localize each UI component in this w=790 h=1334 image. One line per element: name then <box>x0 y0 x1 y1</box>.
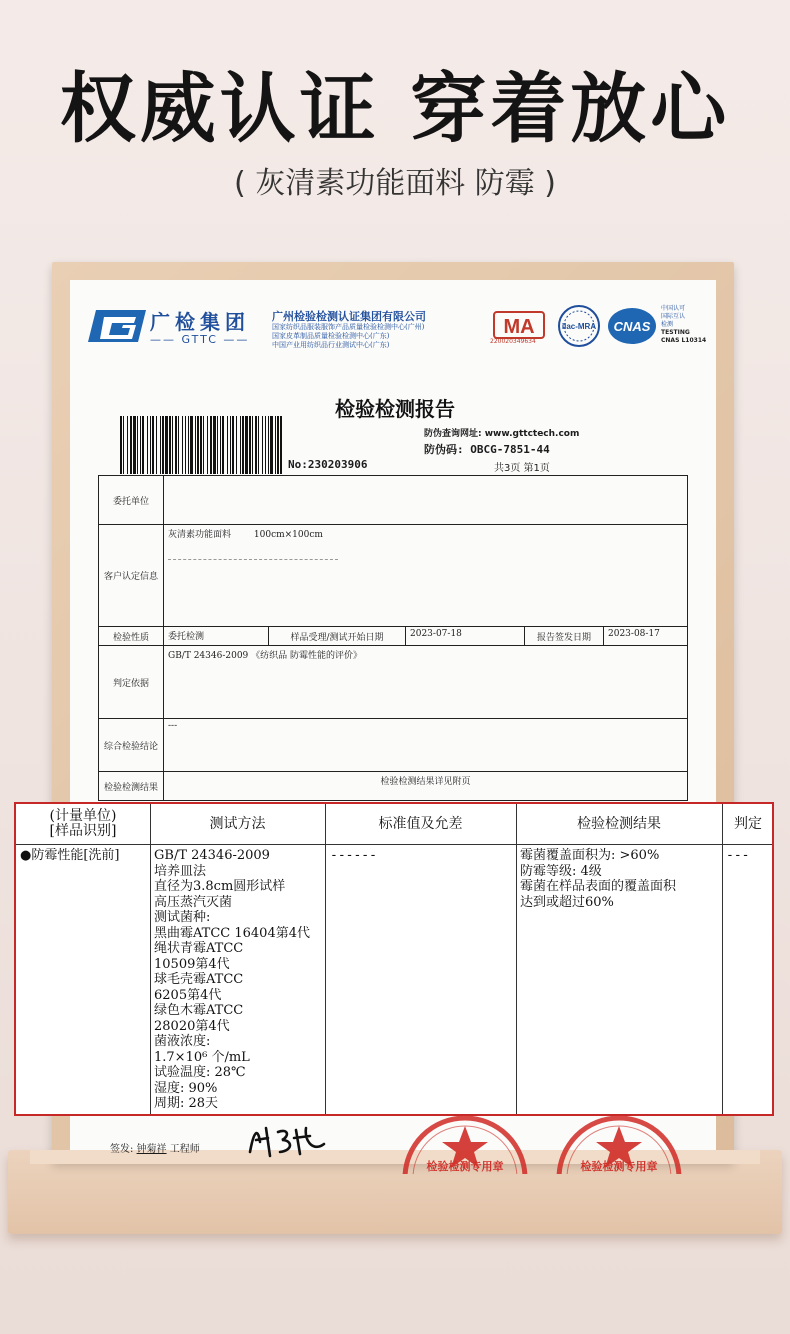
svg-text:CNAS: CNAS <box>613 319 651 334</box>
report-title: 检验检测报告 <box>335 397 455 421</box>
svg-text:检验检测专用章: 检验检测专用章 <box>426 1160 504 1173</box>
start-date-label: 样品受理/测试开始日期 <box>268 626 406 646</box>
svg-text:ilac-MRA: ilac-MRA <box>561 322 597 331</box>
subline: ( 灰清素功能面料 防霉 ) <box>233 166 557 201</box>
row-judge: --- <box>726 848 750 863</box>
org-logo-abbr: —— GTTC —— <box>150 333 250 346</box>
client-label: 委托单位 <box>98 475 164 525</box>
row-standard: ------ <box>330 848 377 863</box>
form-dashed-line <box>168 559 338 560</box>
signature-line: 签发: 钟菊祥 工程师 <box>110 1144 200 1155</box>
page-info: 共3页 第1页 <box>494 463 550 474</box>
client-value <box>163 475 688 525</box>
barcode-icon <box>118 416 284 474</box>
row-method: GB/T 24346-2009 培养皿法 直径为3.8cm圆形试样 高压蒸汽灭菌 测试菌种: 黑曲霉ATCC 16404第4代 绳状青霉ATCC 10509第4代 球毛壳霉ATCC 6205第4代 绿色木霉ATCC 28020第4代 菌液浓度: 1.7×10⁶ 个/mL 试验温度: 28℃ 湿度: 90% 周期: 28天 <box>154 848 311 1111</box>
row-result: 霉菌覆盖面积为: >60% 防霉等级: 4级 霉菌在样品表面的覆盖面积 达到或超过60% <box>520 848 677 910</box>
cnas-accreditation-text: 中国认可 国际互认 检测 TESTING CNAS L10314 <box>661 305 707 344</box>
header-item: (计量单位) [样品识别] <box>49 808 117 839</box>
report-number: No:230203906 <box>288 458 368 471</box>
inspection-seal-icon <box>552 1112 686 1174</box>
results-table <box>14 802 774 1116</box>
nature-label: 检验性质 <box>98 626 164 646</box>
svg-text:MA: MA <box>503 316 535 338</box>
customer-label: 客户认定信息 <box>98 524 164 627</box>
basis-value: GB/T 24346-2009 《纺织品 防霉性能的评价》 <box>163 645 688 719</box>
header-standard: 标准值及允差 <box>378 815 463 832</box>
results-value: 检验检测结果详见附页 <box>163 771 688 801</box>
handwritten-signature-icon <box>244 1122 330 1162</box>
ilac-mra-logo-icon <box>556 304 602 348</box>
inspection-seal-icon <box>398 1112 532 1174</box>
header-method: 测试方法 <box>209 815 266 832</box>
basis-label: 判定依据 <box>98 645 164 719</box>
gttc-logo-icon <box>86 308 148 344</box>
org-line: 中国产业用纺织品行业测试中心(广东) <box>272 341 390 349</box>
issue-date-value: 2023-08-17 <box>603 626 688 646</box>
org-line: 国家皮革制品质量检验检测中心(广东) <box>272 332 390 340</box>
cma-number: 220020349634 <box>490 338 536 345</box>
cnas-logo-icon <box>606 306 658 346</box>
conclusion-label: 综合检验结论 <box>98 718 164 772</box>
conclusion-value: --- <box>163 718 688 772</box>
customer-value: 灰清素功能面料 100cm×100cm <box>163 524 688 627</box>
svg-text:检验检测专用章: 检验检测专用章 <box>580 1160 658 1173</box>
issue-date-label: 报告签发日期 <box>524 626 604 646</box>
row-item: ●防霉性能[洗前] <box>20 848 120 863</box>
org-name: 广州检验检测认证集团有限公司 <box>272 310 426 323</box>
headline: 权威认证 穿着放心 <box>59 64 731 153</box>
start-date-value: 2023-07-18 <box>405 626 525 646</box>
org-line: 国家纺织品服装服饰产品质量检验检测中心(广州) <box>272 323 425 331</box>
header-result: 检验检测结果 <box>577 815 661 832</box>
header-judge: 判定 <box>734 815 762 832</box>
anti-fake-code: 防伪码: OBCG-7851-44 <box>424 443 550 456</box>
results-label: 检验检测结果 <box>98 771 164 801</box>
org-logo-name: 广检集团 <box>150 310 250 334</box>
nature-value: 委托检测 <box>163 626 269 646</box>
anti-fake-url: 防伪查询网址: www.gttctech.com <box>424 429 580 439</box>
